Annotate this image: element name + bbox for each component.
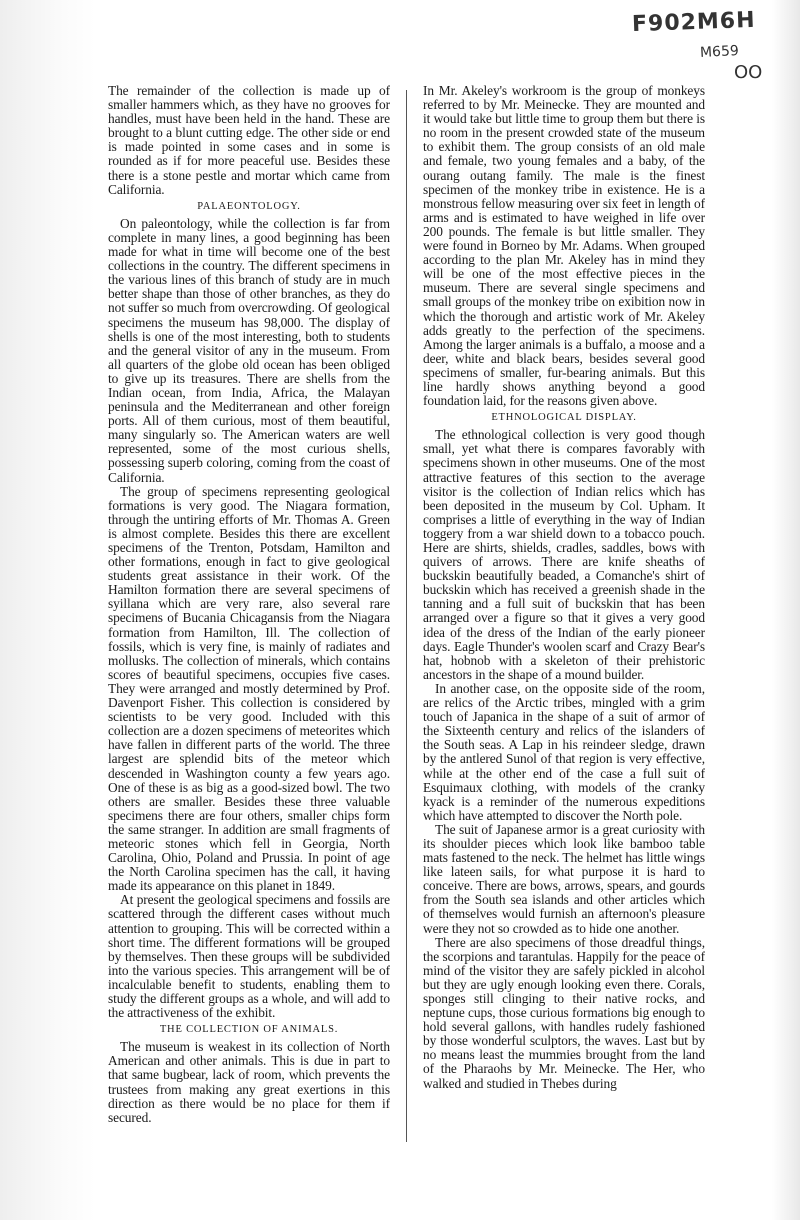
right-column [423,84,705,1150]
section-heading-palaeontology: PALAEONTOLOGY. [197,200,301,212]
section-heading-animals: THE COLLECTION OF ANIMALS. [159,1024,339,1036]
archive-mark-line-2: M659 [699,42,740,62]
scan-border-left [0,0,95,1220]
scan-border-right [772,0,800,1220]
paragraph: The remainder of the collection is made up of smaller hammers which, as they have no grooves for handles, must have been held in the hand. These are brought to a blunt cutting edge. The other side or end is made pointed in some cases and in some is rounded as if for more peaceful use. Besides these there is a stone pestle and mortar which came from California. [108,84,390,197]
left-column [108,84,390,1150]
column-divider [406,90,407,1142]
paragraph: At present the geological specimens and fossils are scattered through the different cases without much attention to grouping. This will be corrected within a short time. The different formations will be grouped by themselves. Then these groups will be subdivided into the various species. This arrangement will be of incalculable benefit to students, enabling them to study the different groups as a whole, and will add to the attractiveness of the exhibit. [108,892,390,1021]
paragraph: On paleontology, while the collection is far from complete in many lines, a good beginning has been made for what in time will become one of the best collections in the country. The different specimens in the various lines of this branch of study are in much better shape than those of other branches, as they do not suffer so much from overcrowding. Of geological specimens the museum has 98,000. The display of shells is one of the most interesting, both to students and the general visitor of any in the museum. From all quarters of the globe old ocean has been obliged to give up its treasures. There are shells from the Indian ocean, from India, Africa, the Malayan peninsula and the Mediterranean and other foreign ports. All of them curious, most of them beautiful, many singularly so. The American waters are well represented, some of the most curious shells, possessing superb coloring, coming from the coast of California. [108,215,390,485]
paragraph: The museum is weakest in its collection of North American and other animals. This is due in part to that same bugbear, lack of room, which prevents the trustees from making any great exertions in this direction as there would be no place for them if secured. [108,1039,390,1125]
paragraph: In another case, on the opposite side of the room, are relics of the Arctic tribes, mingled with a grim touch of Japanica in the shape of a suit of armor of the Sixteenth century and relics of the islanders of the South seas. A Lap in his reindeer sledge, drawn by the antlered Sunol of that region is very effective, while at the other end of the case a full suit of Esquimaux clothing, with models of the cranky kyack is a reminder of the numerous expeditions which have attempted to discover the North pole. [423,680,705,823]
paragraph: There are also specimens of those dreadful things, the scorpions and tarantulas. Happily for the peace of mind of the visitor they are safely pickled in alcohol but they are ugly enough looking even there. Corals, sponges still clinging to their native rocks, and neptune cups, those curious formations big enough to hold several gallons, with handles rudely fashioned by those wonderful sculptors, the waves. Last but by no means least the mummies brought from the land of the Pharaohs by Mr. Meinecke. The Her, who walked and studied in Thebes during [423,934,705,1091]
newspaper-clipping [108,84,773,1150]
archive-mark-line-3: OO [734,62,763,83]
handwritten-archive-mark [626,4,786,84]
section-heading-ethnological: ETHNOLOGICAL DISPLAY. [491,412,637,424]
paragraph: The ethnological collection is very good though small, yet what there is compares favorably with specimens shown in other museums. One of the most attractive features of this section to the average visitor is the collection of Indian relics which has been deposited in the museum by Col. Upham. It comprises a little of everything in the way of Indian toggery from a war shield down to a tobacco pouch. Here are shirts, shields, cradles, saddles, bows with quivers of arrows. There are knife sheaths of buckskin beautifully beaded, a Comanche's shirt of buckskin which has received a greenish shade in the tanning and a full suit of buckskin that has been arranged over a figure so that it gives a very good idea of the dress of the Indian of the early pioneer days. Eagle Thunder's woolen scarf and Crazy Bear's hat, hobnob with a skeleton of their prehistoric ancestors in the shape of a mound builder. [423,427,705,682]
paragraph: In Mr. Akeley's workroom is the group of monkeys referred to by Mr. Meinecke. They are mounted and it would take but little time to group them but there is no room in the present crowded state of the museum to exhibit them. The group consists of an old male and female, two young females and a baby, of the ourang outang family. The male is the finest specimen of the monkey tribe in existence. He is a monstrous fellow measuring over six feet in length of arms and is estimated to have weighed in life over 200 pounds. The female is but little smaller. They were found in Borneo by Mr. Adams. When grouped according to the plan Mr. Akeley has in mind they will be one of the most effective pieces in the museum. There are several single specimens and small groups of the monkey tribe on exibition now in which the thorough and artistic work of Mr. Akeley adds greatly to the perfection of the specimens. Among the larger animals is a buffalo, a moose and a deer, white and black bears, besides several good specimens of smaller, fur-bearing animals. But this line hardly shows anything beyond a good foundation laid, for the reasons given above. [423,84,705,409]
archive-mark-line-1: F902M6H [631,7,756,38]
paragraph: The suit of Japanese armor is a great curiosity with its shoulder pieces which look like bamboo table mats fastened to the neck. The helmet has little wings like lateen sails, for what purpose it is hard to conceive. There are bows, arrows, spears, and gourds from the South sea islands and other articles which of themselves would furnish an afternoon's pleasure were they not so crowded as to hide one another. [423,821,705,936]
paragraph: The group of specimens representing geological formations is very good. The Niagara formation, through the untiring efforts of Mr. Thomas A. Green is almost complete. Besides this there are excellent specimens of the Trenton, Potsdam, Hamilton and other formations, enough in fact to give geological students great assistance in their work. Of the Hamilton formation there are several specimens of syillana which are very rare, also several rare specimens of Bucania Chicagansis from the Niagara formation from Hamilton, Ill. The collection of fossils, which is very fine, is mainly of radiates and mollusks. The collection of minerals, which contains scores of beautiful specimens, occupies five cases. They were arranged and mostly determined by Prof. Davenport Fisher. This collection is considered by scientists to be very good. Included with this collection are a dozen specimens of meteorites which have fallen in different parts of the world. The three largest are splendid bits of the meteor which descended in Washington county a few years ago. One of these is as big as a good-sized bowl. The two others are smaller. Besides these three valuable specimens there are four others, smaller chips form the same stranger. In addition are small fragments of meteoric stones which fell in Georgia, North Carolina, Ohio, Poland and Prussia. In point of age the North Carolina specimen has the call, it having made its appearance on this planet in 1849. [108,483,390,894]
